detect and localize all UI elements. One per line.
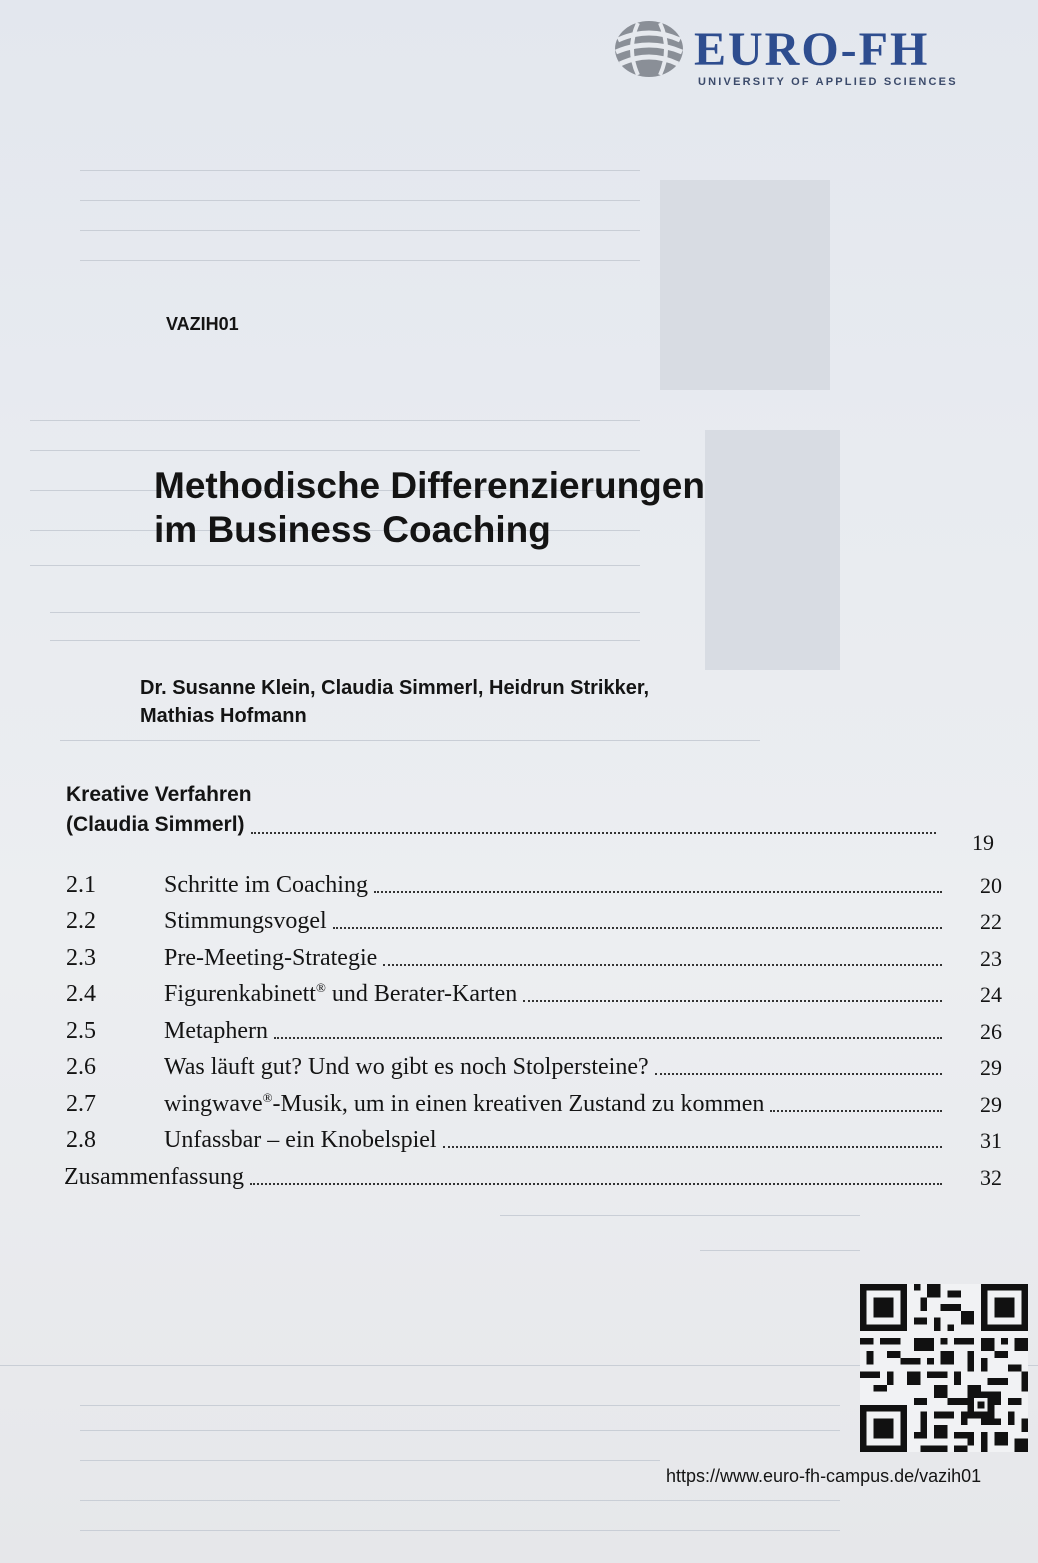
toc-entry-number: 2.3: [66, 944, 96, 971]
leader-dots: [333, 926, 942, 929]
toc-entry-title-part: Figurenkabinett: [164, 981, 316, 1007]
toc-entry[interactable]: [62, 935, 1002, 972]
toc-entry-title: Metaphern: [164, 1017, 268, 1044]
toc-entry-title: Pre-Meeting-Strategie: [164, 944, 378, 971]
toc-entry-title: [164, 981, 517, 1008]
ghost-line: [700, 1250, 860, 1251]
ghost-line: [30, 565, 640, 566]
toc-entry[interactable]: [62, 972, 1002, 1009]
toc-chapter-title-line-2-row: [66, 810, 940, 840]
toc-entry-title-part: und Berater-Karten: [325, 981, 518, 1007]
toc-entry-number: 2.8: [66, 1127, 96, 1153]
ghost-line: [80, 1530, 840, 1531]
toc-entry-page: 29: [980, 1091, 1002, 1117]
logo-subtitle: UNIVERSITY OF APPLIED SCIENCES: [698, 76, 958, 88]
authors-line-1: Dr. Susanne Klein, Claudia Simmerl, Heidrun Strikker,: [140, 677, 650, 699]
ghost-line: [80, 1430, 840, 1431]
toc-entry-number: 2.7: [66, 1090, 96, 1117]
toc-entry-page: 26: [980, 1018, 1002, 1044]
toc-summary-entry[interactable]: [62, 1154, 1002, 1191]
ghost-line: [80, 1405, 840, 1406]
toc-entry-number: 2.1: [66, 871, 96, 898]
toc-entry-page: 23: [980, 945, 1002, 971]
registered-mark: ®: [315, 980, 326, 995]
title-line-2: im Business Coaching: [154, 509, 551, 550]
toc-entry-page: 22: [980, 909, 1002, 934]
leader-dots: [655, 1072, 942, 1075]
toc-entry-page: 31: [980, 1128, 1002, 1153]
leader-dots: [443, 1145, 942, 1148]
toc-entry-title-part: wingwave: [164, 1090, 263, 1117]
toc-entry[interactable]: [62, 899, 1002, 936]
ghost-line: [80, 1500, 840, 1501]
toc-chapter-heading: [62, 780, 1002, 855]
document-title: [154, 464, 705, 552]
toc-summary-page: 32: [980, 1164, 1002, 1190]
ghost-photo-bottom: [705, 430, 840, 670]
toc-entry-page: 29: [980, 1055, 1002, 1080]
toc-entry-page: 24: [980, 982, 1002, 1007]
toc-chapter-title-line-1: Kreative Verfahren: [66, 783, 252, 806]
authors: [140, 674, 649, 730]
leader-dots: [251, 831, 936, 834]
toc-entry[interactable]: [62, 862, 1002, 899]
toc-entry-title: Schritte im Coaching: [164, 871, 368, 898]
toc-spacer: [62, 842, 1002, 862]
toc-entry-number: 2.4: [66, 981, 96, 1007]
ghost-line: [60, 740, 760, 741]
leader-dots: [383, 963, 942, 966]
toc-entry-title: Unfassbar – ein Knobelspiel: [164, 1127, 437, 1153]
leader-dots: [523, 999, 942, 1002]
toc-chapter-title-line-2: (Claudia Simmerl): [66, 813, 245, 836]
toc-entry-number: 2.5: [66, 1017, 96, 1044]
leader-dots: [374, 890, 942, 893]
logo-wordmark: EURO-FH: [694, 23, 930, 76]
ghost-line: [50, 640, 640, 641]
ghost-line: [80, 200, 640, 201]
registered-mark: ®: [262, 1089, 273, 1105]
title-line-1: Methodische Differenzierungen: [154, 465, 705, 506]
authors-line-2: Mathias Hofmann: [140, 705, 307, 727]
table-of-contents: [62, 780, 1002, 1191]
toc-entry[interactable]: [62, 1118, 1002, 1155]
ghost-line: [80, 260, 640, 261]
toc-entry-title: Was läuft gut? Und wo gibt es noch Stolpersteine?: [164, 1054, 649, 1080]
ghost-line: [80, 170, 640, 171]
leader-dots: [274, 1036, 942, 1039]
qr-url[interactable]: https://www.euro-fh-campus.de/vazih01: [666, 1466, 982, 1486]
ghost-line: [80, 230, 640, 231]
ghost-photo-top: [660, 180, 830, 390]
toc-entry-title-part: -Musik, um in einen kreativen Zustand zu kommen: [272, 1090, 765, 1117]
ghost-line: [50, 612, 640, 613]
leader-dots: [770, 1109, 942, 1112]
toc-entry[interactable]: [62, 1081, 1002, 1118]
leader-dots: [250, 1182, 942, 1185]
ghost-line: [80, 1460, 660, 1461]
toc-chapter-page: 19: [972, 830, 994, 855]
toc-entry-number: 2.2: [66, 908, 96, 934]
toc-entry-number: 2.6: [66, 1054, 96, 1080]
toc-summary-title: Zusammenfassung: [64, 1163, 244, 1190]
ghost-line: [30, 450, 640, 451]
ghost-line: [30, 420, 640, 421]
toc-entry[interactable]: [62, 1008, 1002, 1045]
toc-entry[interactable]: [62, 1045, 1002, 1082]
qr-code-icon[interactable]: [860, 1282, 1028, 1454]
toc-entry-title: [164, 1091, 764, 1118]
toc-entry-title: Stimmungsvogel: [164, 908, 327, 934]
euro-fh-logo: [612, 16, 1012, 96]
toc-entry-page: 20: [980, 872, 1002, 898]
ghost-line: [500, 1215, 860, 1216]
course-code: VAZIH01: [166, 314, 239, 334]
globe-logo-icon: [612, 18, 686, 80]
